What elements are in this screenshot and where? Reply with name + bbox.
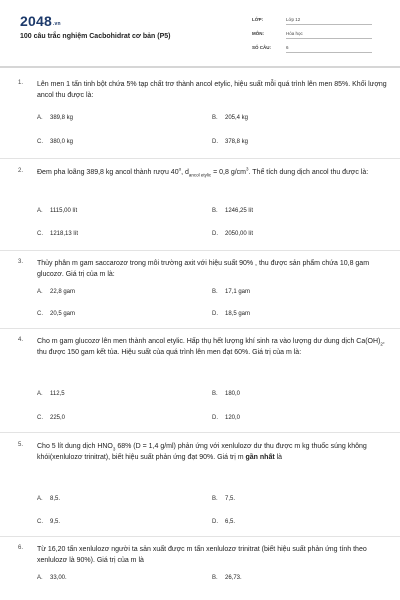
count-label: SỐ CÂU: <box>252 45 271 50</box>
option-c[interactable] <box>37 311 75 317</box>
superscript: o <box>178 166 182 172</box>
option-text: 9,5. <box>50 519 61 525</box>
superscript: 3 <box>246 166 249 172</box>
grade-value: Lớp 12 <box>286 17 372 25</box>
site-logo[interactable] <box>20 13 61 29</box>
option-text: 33,00. <box>50 575 67 581</box>
question-separator <box>0 158 400 159</box>
option-b[interactable] <box>212 115 248 121</box>
count-value: 6 <box>286 45 372 53</box>
option-letter: B. <box>212 575 218 581</box>
option-text: 225,0 <box>50 415 66 421</box>
grade-label: LỚP: <box>252 17 264 22</box>
option-text: 120,0 <box>225 415 241 421</box>
text-part: Đem pha loãng 389,8 kg ancol thành rượu 40 <box>37 169 179 176</box>
option-text: 8,5. <box>50 496 61 502</box>
option-text: 112,5 <box>50 391 65 397</box>
question-separator <box>0 432 400 433</box>
option-text: 20,5 gam <box>50 311 76 317</box>
question-separator <box>0 536 400 537</box>
option-letter: B. <box>212 496 218 502</box>
subject-label: MÔN: <box>252 31 264 36</box>
subscript: 2 <box>380 341 383 347</box>
question-separator <box>0 328 400 329</box>
option-text: 2050,00 lít <box>225 231 254 237</box>
question-text: Lên men 1 tấn tinh bột chứa 5% tạp chất trơ thành ancol etylic, hiệu suất mỗi quá trình lên men 85%. Khối lượng ancol thu được là: <box>37 81 387 99</box>
option-text: 22,8 gam <box>50 289 76 295</box>
question-text <box>37 168 389 179</box>
subscript: ancol etylic <box>188 172 212 178</box>
option-letter: D. <box>212 139 218 145</box>
question-number: 6. <box>18 545 24 551</box>
question-number: 5. <box>18 442 24 448</box>
question-number: 1. <box>18 80 24 86</box>
option-text: 205,4 kg <box>225 115 249 121</box>
option-letter: C. <box>37 519 43 525</box>
option-text: 1115,00 lít <box>50 208 78 214</box>
option-a[interactable] <box>37 575 67 581</box>
option-a[interactable] <box>37 496 60 502</box>
question-text: Từ 16,20 tấn xenlulozơ người ta sản xuất được m tấn xenlulozơ trinitrat (biết hiệu suất phản ứng tính theo xenlulozơ là 90%). Giá trị của m là <box>37 546 367 564</box>
option-letter: A. <box>37 496 43 502</box>
option-d[interactable] <box>212 139 248 145</box>
text-part: Cho 5 lít dung dịch HNO <box>37 443 113 450</box>
option-c[interactable] <box>37 231 78 237</box>
option-letter: D. <box>212 519 218 525</box>
option-letter: D. <box>212 231 218 237</box>
option-text: 380,0 kg <box>50 139 74 145</box>
option-letter: A. <box>37 391 43 397</box>
question-text: Thủy phân m gam saccarozơ trong môi trường axit với hiệu suất 90% , thu được sản phẩm chứa 10,8 gam glucozơ. Giá trị của m là: <box>37 260 370 278</box>
option-letter: B. <box>212 391 218 397</box>
option-text: 378,8 kg <box>225 139 249 145</box>
option-letter: C. <box>37 415 43 421</box>
option-letter: A. <box>37 575 43 581</box>
text-part: = 0,8 g/cm <box>211 169 246 176</box>
option-d[interactable] <box>212 231 253 237</box>
option-a[interactable] <box>37 208 77 214</box>
option-letter: D. <box>212 415 218 421</box>
emphasis-text: gần nhất <box>245 453 275 461</box>
option-letter: C. <box>37 231 43 237</box>
logo-suffix: .vn <box>52 21 61 27</box>
text-part: . Thể tích dung dịch ancol thu được là: <box>248 169 369 176</box>
text-part: , thu được 150 gam kết tủa. Hiệu suất của quá trình lên men đạt 60%. Giá trị của m là: <box>37 338 385 356</box>
option-letter: A. <box>37 208 43 214</box>
option-d[interactable] <box>212 311 250 317</box>
option-letter: B. <box>212 208 218 214</box>
header-divider <box>0 66 400 68</box>
option-letter: C. <box>37 311 43 317</box>
option-d[interactable] <box>212 519 235 525</box>
option-a[interactable] <box>37 289 75 295</box>
option-text: 389,8 kg <box>50 115 74 121</box>
option-a[interactable] <box>37 115 73 121</box>
option-letter: D. <box>212 311 218 317</box>
subject-value: Hóa học <box>286 31 372 39</box>
option-letter: A. <box>37 289 43 295</box>
logo-text: 2048 <box>20 13 52 29</box>
option-letter: A. <box>37 115 43 121</box>
option-letter: B. <box>212 289 218 295</box>
option-text: 7,5. <box>225 496 236 502</box>
option-c[interactable] <box>37 139 73 145</box>
subscript: 3 <box>112 446 116 452</box>
option-b[interactable] <box>212 496 235 502</box>
option-text: 180,0 <box>225 391 241 397</box>
text-part: là <box>274 453 283 461</box>
question-number: 3. <box>18 259 24 265</box>
option-letter: B. <box>212 115 218 121</box>
text-part: 68% (D = 1,4 g/ml) phản ứng với xenlulozơ dư thu được m kg thuốc súng không khói(xenlulozơ trinitrat), biết hiệu suất phản ứng đạt 90%. Giá trị m <box>37 443 367 461</box>
option-text: 17,1 gam <box>225 289 251 295</box>
option-b[interactable] <box>212 575 242 581</box>
option-text: 1218,13 lít <box>50 231 79 237</box>
document-title: 100 câu trắc nghiệm Cacbohidrat cơ bản (P5) <box>20 33 171 40</box>
option-letter: C. <box>37 139 43 145</box>
option-text: 18,5 gam <box>225 311 251 317</box>
text-part: Cho m gam glucozơ lên men thành ancol etylic. Hấp thụ hết lượng khí sinh ra vào lượng dư dung dịch Ca(OH) <box>37 338 381 345</box>
option-text: 6,5. <box>225 519 236 525</box>
question-number: 4. <box>18 337 24 343</box>
option-b[interactable] <box>212 208 253 214</box>
option-text: 26,73. <box>225 575 242 581</box>
option-c[interactable] <box>37 415 65 421</box>
option-b[interactable] <box>212 391 240 397</box>
option-b[interactable] <box>212 289 250 295</box>
document-header <box>0 0 400 64</box>
option-a[interactable] <box>37 391 65 397</box>
question-separator <box>0 250 400 251</box>
question-text <box>37 442 389 463</box>
text-part: , d <box>181 169 189 176</box>
question-number: 2. <box>18 168 24 174</box>
question-text <box>37 337 389 358</box>
option-text: 1246,25 lít <box>225 208 254 214</box>
option-d[interactable] <box>212 415 240 421</box>
option-c[interactable] <box>37 519 60 525</box>
